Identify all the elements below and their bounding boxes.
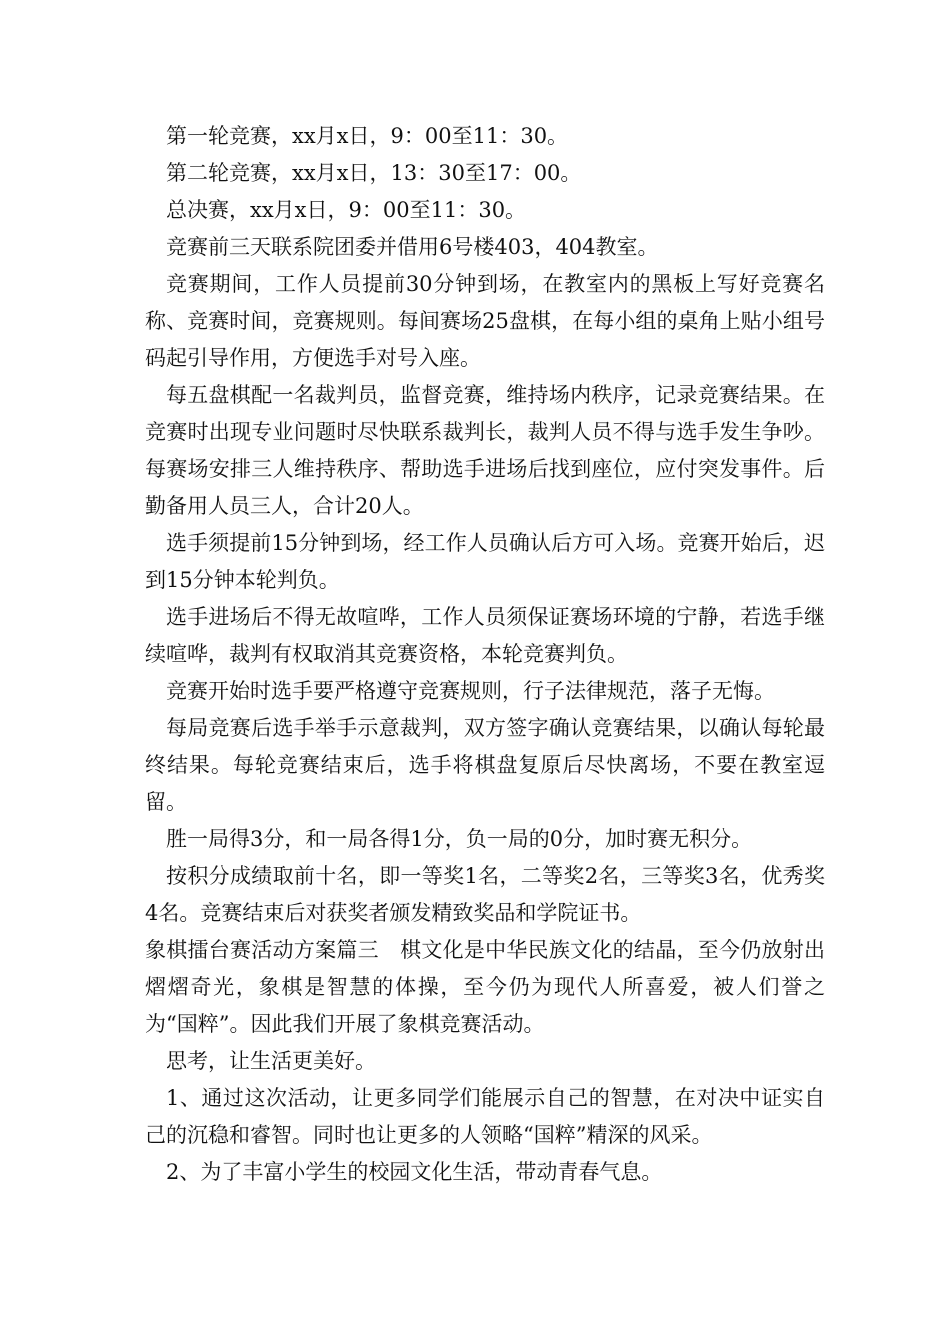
paragraph-play-rule: 竞赛开始时选手要严格遵守竞赛规则，行子法律规范，落子无悔。	[166, 679, 775, 703]
paragraph-thinking: 思考，让生活更美好。	[166, 1049, 376, 1073]
paragraph-goal-two: 2、为了丰富小学生的校园文化生活，带动青春气息。	[166, 1160, 663, 1184]
document-body	[145, 118, 825, 1191]
paragraph-staff-prep: 竞赛期间，工作人员提前30分钟到场，在教室内的黑板上写好竞赛名称、竞赛时间，竞赛规则。每间赛场25盘棋，在每小组的桌角上贴小组号码起引导作用，方便选手对号入座。	[145, 272, 825, 370]
paragraph-result-confirm: 每局竞赛后选手举手示意裁判，双方签字确认竞赛结果，以确认每轮最终结果。每轮竞赛结束后，选手将棋盘复原后尽快离场，不要在教室逗留。	[145, 716, 825, 814]
paragraph-round-two: 第二轮竞赛，xx月x日，13：30至17：00。	[166, 161, 582, 185]
paragraph-scoring: 胜一局得3分，和一局各得1分，负一局的0分，加时赛无积分。	[166, 827, 753, 851]
paragraph-final: 总决赛，xx月x日，9：00至11：30。	[166, 198, 527, 222]
paragraph-awards: 按积分成绩取前十名，即一等奖1名，二等奖2名，三等奖3名，优秀奖4名。竞赛结束后对获奖者颁发精致奖品和学院证书。	[145, 864, 825, 925]
paragraph-noise-rule: 选手进场后不得无故喧哗，工作人员须保证赛场环境的宁静，若选手继续喧哗，裁判有权取消其竞赛资格，本轮竞赛判负。	[145, 605, 825, 666]
paragraph-venue: 竞赛前三天联系院团委并借用6号楼403，404教室。	[166, 235, 659, 259]
paragraph-arrival-rule: 选手须提前15分钟到场，经工作人员确认后方可入场。竞赛开始后，迟到15分钟本轮判负。	[145, 531, 825, 592]
paragraph-round-one: 第一轮竞赛，xx月x日，9：00至11：30。	[166, 124, 569, 148]
paragraph-goal-one: 1、通过这次活动，让更多同学们能展示自己的智慧，在对决中证实自己的沉稳和睿智。同时也让更多的人领略“国粹”精深的风采。	[145, 1086, 825, 1147]
paragraph-section-three: 象棋擂台赛活动方案篇三 棋文化是中华民族文化的结晶，至今仍放射出熠熠奇光，象棋是智慧的体操，至今仍为现代人所喜爱，被人们誉之为“国粹”。因此我们开展了象棋竞赛活动。	[145, 938, 825, 1036]
paragraph-referees: 每五盘棋配一名裁判员，监督竞赛，维持场内秩序，记录竞赛结果。在竞赛时出现专业问题时尽快联系裁判长，裁判人员不得与选手发生争吵。每赛场安排三人维持秩序、帮助选手进场后找到座位，应付突发事件。后勤备用人员三人，合计20人。	[145, 383, 825, 518]
